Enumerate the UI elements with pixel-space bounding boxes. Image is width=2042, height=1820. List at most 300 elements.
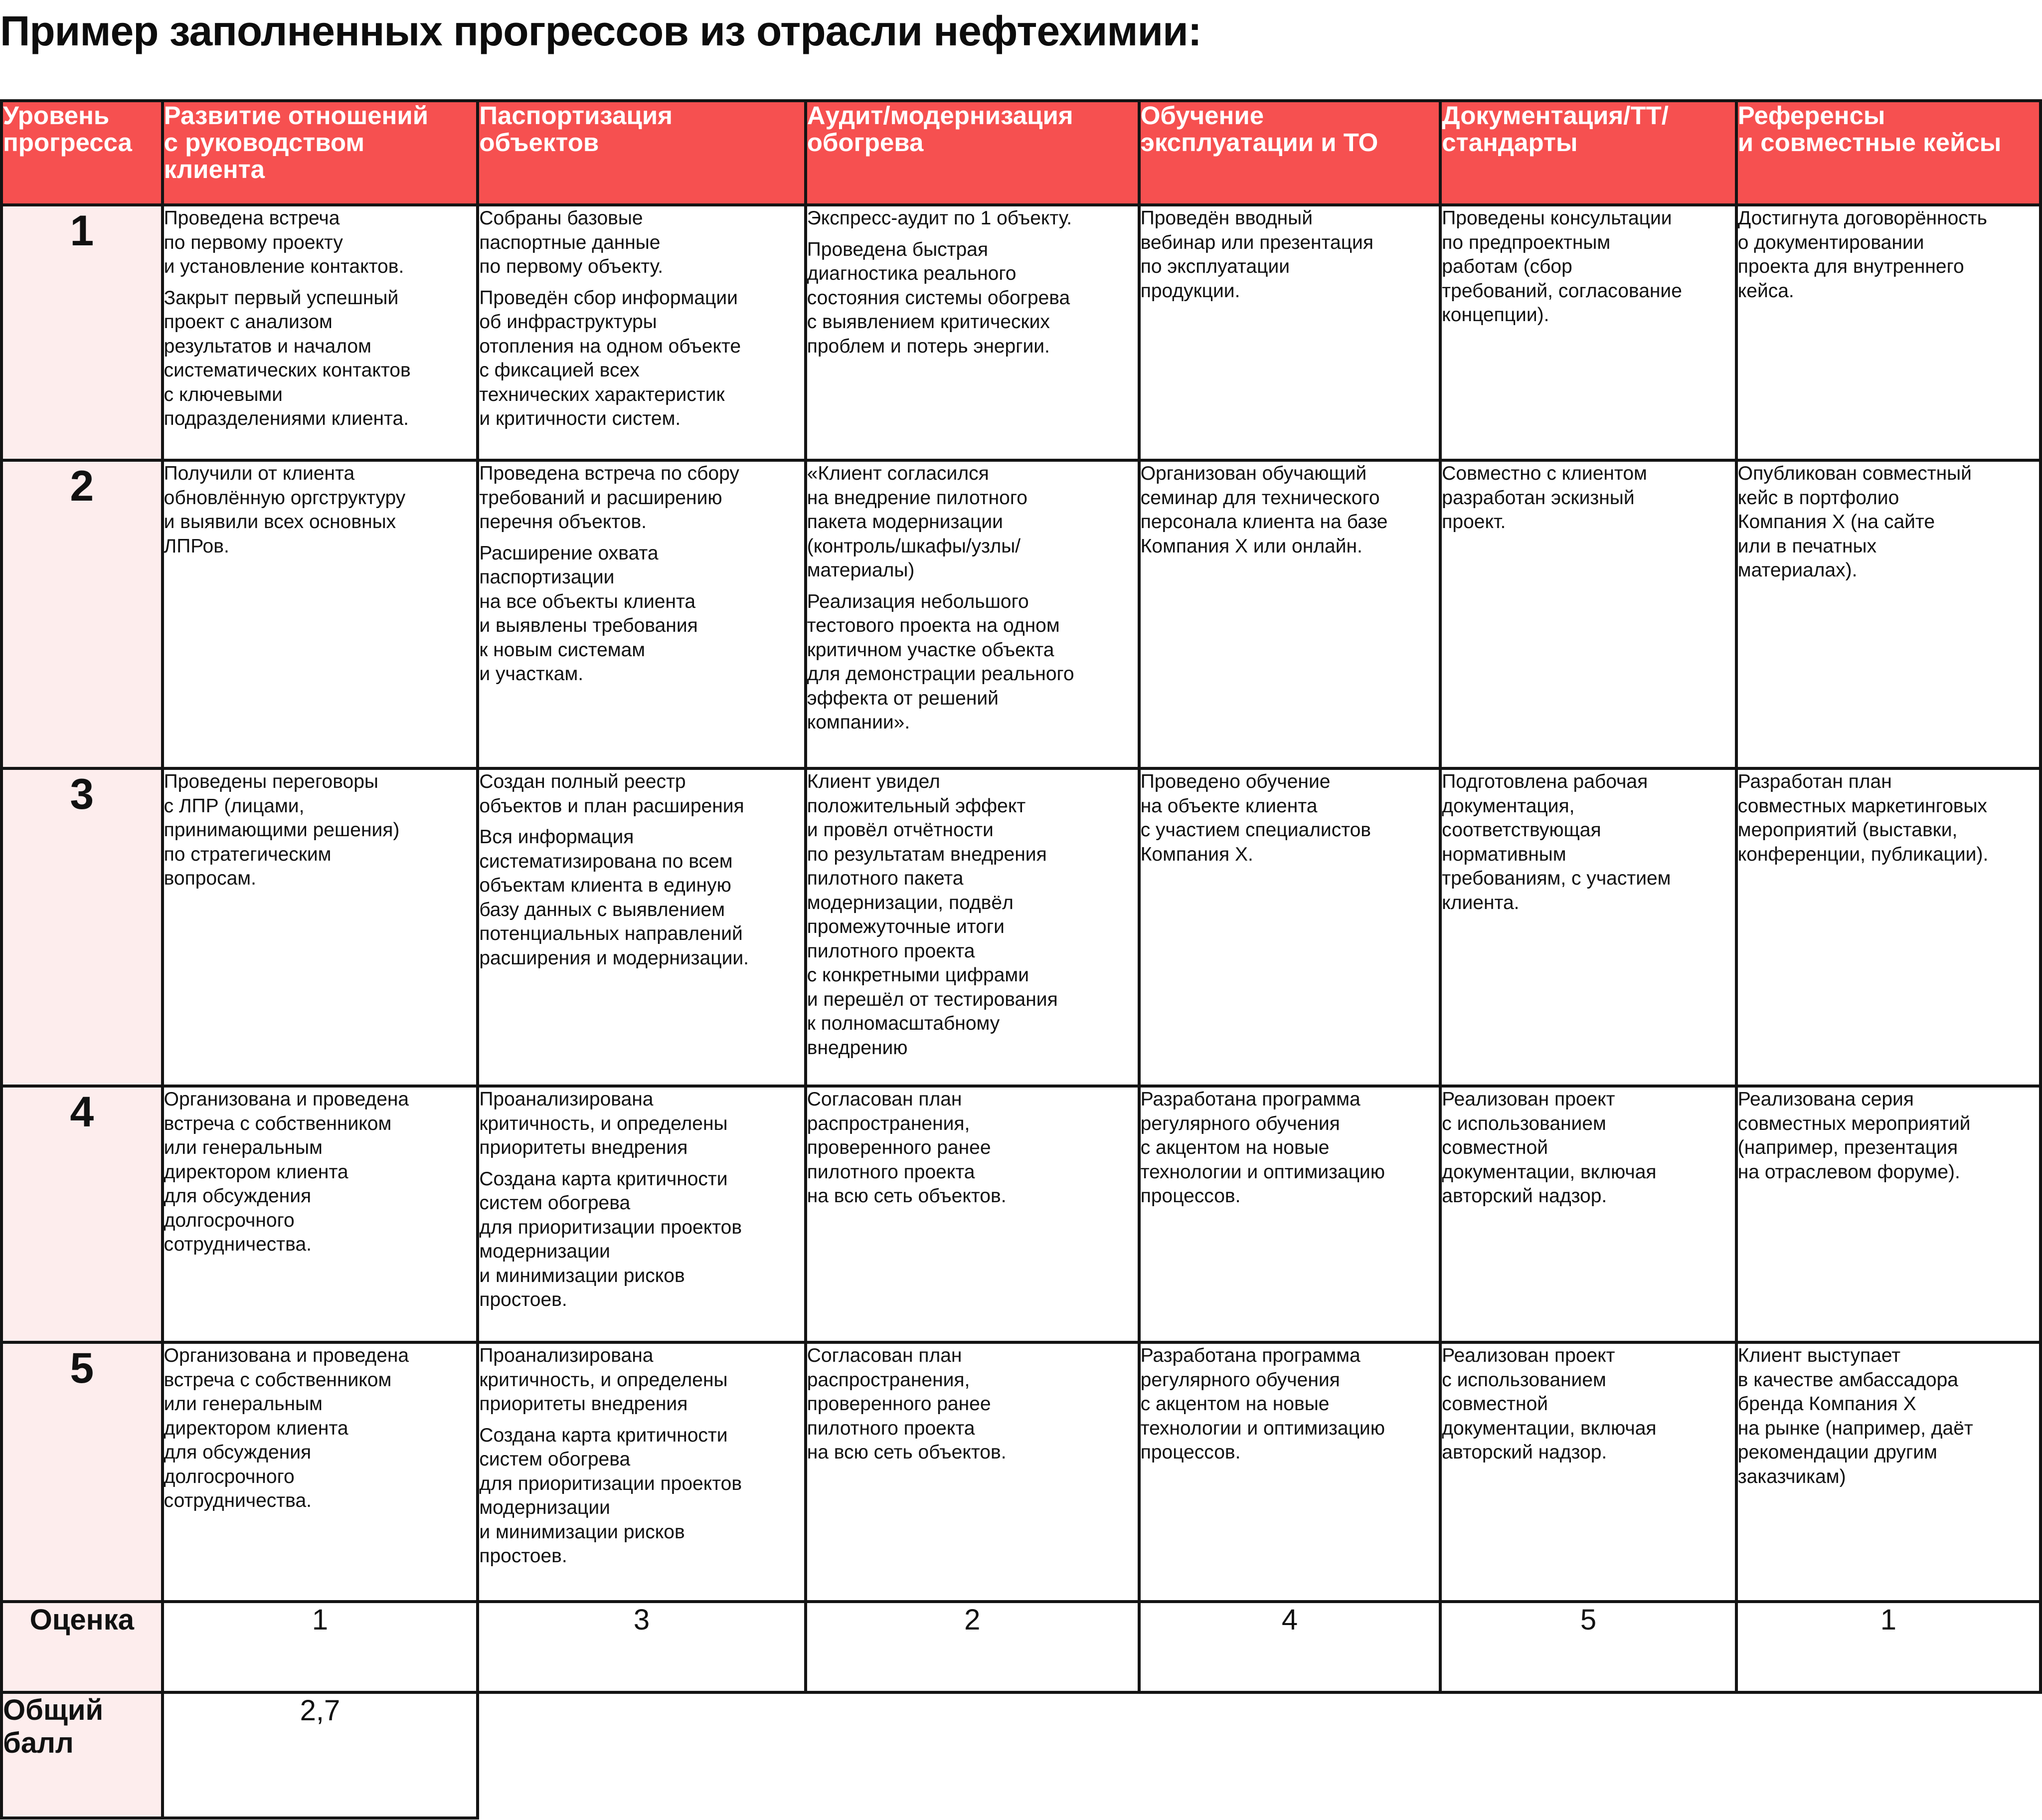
cell-paragraph-line: Проведена встреча по сбору [479,463,739,484]
cell-paragraph-line: Реализован проект [1442,1345,1615,1366]
header-references-line: и совместные кейсы [1737,128,2002,157]
cell-paragraph-line: и участкам. [479,663,584,685]
cell-paragraph-line: Создана карта критичности [479,1424,728,1446]
cell-paragraph [1141,770,1439,867]
level-number: 2 [1,460,163,768]
cell-paragraph-line: пилотного пакета [807,868,964,889]
cell-paragraph-line: совместной [1442,1137,1548,1158]
cell-paragraph-line: систем обогрева [479,1449,631,1470]
cell-paragraph-line: материалы) [807,559,915,581]
cell-paragraph-line: Проведены консультации [1442,207,1672,229]
score-relations: 1 [163,1602,478,1692]
level-number: 4 [1,1086,163,1342]
cell-paragraph [1141,1088,1439,1209]
cell-paragraph-line: пилотного проекта [807,1417,975,1439]
cell-paragraph [1738,1088,2039,1184]
cell-paragraph-line: Разработан план [1737,771,1892,792]
cell-references [1736,205,2041,460]
cell-paragraph-line: на всю сеть объектов. [807,1185,1007,1207]
score-training: 4 [1139,1602,1441,1692]
cell-relations [163,460,478,768]
cell-references [1736,460,2041,768]
cell-paragraph-line: документации, включая [1442,1161,1657,1183]
cell-paragraph-line: совместной [1442,1393,1548,1415]
cell-paragraph-line: Разработана программа [1140,1089,1361,1110]
cell-paragraph-line: на всю сеть объектов. [807,1442,1007,1463]
header-level-text [3,102,161,156]
cell-paragraph-line: и провёл отчётности [807,819,994,841]
cell-paragraph [479,542,804,687]
cell-paragraph-line: кейс в портфолио [1737,487,1899,509]
cell-paragraph-line: вопросам. [164,868,256,889]
cell-passport [478,1086,805,1342]
cell-paragraph-line: Получили от клиента [164,463,355,484]
header-docs-text [1442,102,1734,156]
cell-paragraph-line: с использованием [1442,1369,1606,1391]
header-relations-line: клиента [164,155,265,183]
cell-paragraph [807,590,1138,735]
cell-references [1736,1086,2041,1342]
cell-paragraph-line: модернизации, подвёл [807,892,1014,913]
cell-paragraph [479,286,804,431]
cell-paragraph-line: Собраны базовые [479,207,643,229]
cell-paragraph-line: с ЛПР (лицами, [164,795,305,817]
cell-paragraph-line: совместных маркетинговых [1737,795,1988,817]
cell-paragraph [1141,462,1439,558]
cell-paragraph-line: требований и расширению [479,487,722,509]
cell-passport [478,768,805,1086]
cell-paragraph-line: по предпроектным [1442,231,1611,253]
cell-paragraph-line: проблем и потерь энергии. [807,335,1050,357]
cell-paragraph-line: Проведены переговоры [164,771,378,792]
cell-paragraph-line: паспортные данные [479,231,661,253]
cell-paragraph-line: авторский надзор. [1442,1185,1607,1207]
cell-paragraph-line: Клиент увидел [807,771,940,792]
header-relations-line: Развитие отношений [164,101,429,130]
cell-paragraph-line: диагностика реального [807,263,1017,284]
cell-paragraph-line: для демонстрации реального [807,663,1074,685]
cell-paragraph-line: и минимизации рисков [479,1521,685,1543]
cell-paragraph [1141,206,1439,303]
cell-paragraph-line: паспортизации [479,566,615,588]
cell-paragraph-line: на объекте клиента [1140,795,1318,817]
cell-paragraph-line: нормативным [1442,843,1566,865]
cell-paragraph-line: Подготовлена рабочая [1442,771,1648,792]
header-training-line: эксплуатации и ТО [1140,128,1378,157]
cell-paragraph-line: с выявлением критических [807,311,1050,333]
cell-paragraph-line: продукции. [1140,280,1240,302]
total-label [1,1692,163,1818]
level-number: 5 [1,1342,163,1602]
header-relations-line: с руководством [164,128,365,157]
score-row [1,1602,2041,1692]
cell-paragraph-line: Организована и проведена [164,1345,409,1366]
cell-paragraph-line: с ключевыми [164,383,283,405]
cell-paragraph-line: долгосрочного [164,1209,295,1231]
cell-audit [806,205,1139,460]
cell-paragraph-line: или генеральным [164,1393,323,1415]
header-training-text [1141,102,1439,156]
cell-passport [478,1342,805,1602]
cell-paragraph [807,1088,1138,1209]
header-row [1,101,2041,205]
cell-paragraph-line: модернизации [479,1241,610,1262]
cell-paragraph [164,1088,477,1257]
cell-docs [1440,1342,1736,1602]
cell-paragraph-line: требований, согласование [1442,280,1682,302]
header-audit-line: Аудит/модернизация [807,101,1073,130]
cell-paragraph-line: Достигнута договорённость [1737,207,1987,229]
cell-paragraph-line: семинар для технического [1140,487,1380,509]
cell-paragraph-line: пакета модернизации [807,511,1003,533]
cell-paragraph-line: кейса. [1737,280,1794,302]
cell-paragraph-line: технологии и оптимизацию [1140,1417,1385,1439]
cell-paragraph-line: состояния системы обогрева [807,287,1070,309]
cell-paragraph [807,1344,1138,1465]
score-docs: 5 [1440,1602,1736,1692]
header-relations [163,101,478,205]
cell-paragraph-line: о документировании [1737,231,1924,253]
cell-paragraph-line: конференции, публикации). [1737,843,1989,865]
table-row [1,205,2041,460]
cell-paragraph-line: с участием специалистов [1140,819,1371,841]
cell-paragraph-line: вебинар или презентация [1140,231,1373,253]
cell-paragraph-line: критичность, и определены [479,1112,728,1134]
header-docs-line: стандарты [1442,128,1578,157]
cell-docs [1440,460,1736,768]
header-passport [478,101,805,205]
cell-paragraph-line: отопления на одном объекте [479,335,741,357]
header-passport-line: Паспортизация [479,101,673,130]
cell-paragraph-line: сотрудничества. [164,1234,312,1255]
cell-paragraph-line: или в печатных [1737,535,1877,557]
cell-paragraph-line: требованиям, с участием [1442,868,1671,889]
cell-relations [163,1342,478,1602]
cell-paragraph [164,1344,477,1513]
cell-paragraph-line: пилотного проекта [807,1161,975,1183]
cell-paragraph-line: Компания Х или онлайн. [1140,535,1362,557]
cell-paragraph-line: Совместно с клиентом [1442,463,1647,484]
cell-paragraph [479,770,804,818]
header-audit [806,101,1139,205]
cell-paragraph-line: базу данных с выявлением [479,899,725,920]
cell-paragraph-line: простоев. [479,1289,567,1310]
cell-paragraph-line: технических характеристик [479,383,725,405]
total-label-line: Общий [3,1694,104,1726]
cell-paragraph-line: простоев. [479,1545,567,1567]
cell-paragraph-line: к новым системам [479,639,646,661]
cell-paragraph-line: и минимизации рисков [479,1265,685,1286]
cell-paragraph-line: клиента. [1442,892,1520,913]
cell-paragraph-line: на все объекты клиента [479,590,696,612]
cell-paragraph-line: эффекта от решений [807,687,999,709]
cell-paragraph-line: для приоритизации проектов [479,1216,742,1238]
cell-paragraph-line: для приоритизации проектов [479,1472,742,1494]
cell-paragraph-line: и критичности систем. [479,408,681,429]
cell-paragraph-line: материалах). [1737,559,1858,581]
cell-paragraph-line: встреча с собственником [164,1112,392,1134]
cell-paragraph [1738,462,2039,583]
cell-paragraph-line: рекомендации другим [1737,1442,1937,1463]
cell-paragraph [479,1088,804,1160]
cell-paragraph-line: процессов. [1140,1442,1241,1463]
cell-paragraph-line: авторский надзор. [1442,1442,1607,1463]
cell-paragraph-line: Расширение охвата [479,542,659,564]
cell-paragraph-line: Компания Х (на сайте [1737,511,1935,533]
cell-paragraph-line: документации, включая [1442,1417,1657,1439]
level-number: 3 [1,768,163,1086]
cell-training [1139,1342,1441,1602]
cell-paragraph-line: по эксплуатации [1140,256,1290,277]
cell-paragraph-line: для обсуждения [164,1185,312,1207]
cell-docs [1440,1086,1736,1342]
cell-paragraph-line: и установление контактов. [164,256,404,277]
cell-paragraph-line: (например, презентация [1737,1137,1958,1158]
cell-training [1139,768,1441,1086]
cell-paragraph-line: внедрению [807,1037,908,1059]
cell-passport [478,205,805,460]
cell-paragraph-line: систематических контактов [164,360,411,381]
cell-paragraph-line: Проанализирована [479,1345,654,1366]
header-audit-line: обогрева [807,128,924,157]
header-passport-text [479,102,804,156]
cell-paragraph-line: расширения и модернизации. [479,947,749,969]
cell-paragraph-line: Реализован проект [1442,1089,1615,1110]
header-references [1736,101,2041,205]
cell-paragraph-line: обновлённую оргструктуру [164,487,406,509]
progress-table [0,99,2042,1820]
table-row [1,1342,2041,1602]
cell-paragraph-line: ЛПРов. [164,535,229,557]
cell-paragraph-line: модернизации [479,1497,610,1518]
cell-audit [806,460,1139,768]
cell-references [1736,768,2041,1086]
cell-paragraph-line: об инфраструктуры [479,311,657,333]
header-training-line: Обучение [1140,101,1264,130]
cell-paragraph-line: результатов и началом [164,335,371,357]
header-references-line: Референсы [1737,101,1885,130]
cell-paragraph-line: Опубликован совместный [1737,463,1972,484]
cell-paragraph-line: с акцентом на новые [1140,1393,1330,1415]
header-docs-line: Документация/ТТ/ [1442,101,1669,130]
cell-paragraph-line: к полномасштабному [807,1013,1000,1034]
cell-paragraph [1738,770,2039,867]
cell-paragraph [164,462,477,558]
cell-paragraph-line: Реализация небольшого [807,590,1029,612]
cell-paragraph-line: промежуточные итоги [807,916,1005,937]
cell-paragraph [479,1344,804,1417]
table-row [1,460,2041,768]
header-relations-text [164,102,477,183]
cell-paragraph-line: объектов и план расширения [479,795,744,817]
total-label-line: балл [3,1727,74,1759]
cell-paragraph-line: Проведён вводный [1140,207,1313,229]
cell-paragraph [479,1167,804,1312]
cell-paragraph-line: и выявлены требования [479,615,698,636]
cell-training [1139,205,1441,460]
cell-paragraph-line: Проведена встреча [164,207,340,229]
cell-paragraph-line: или генеральным [164,1137,323,1158]
cell-docs [1440,205,1736,460]
cell-paragraph-line: Проведён сбор информации [479,287,738,309]
cell-paragraph-line: по результатам внедрения [807,843,1047,865]
cell-paragraph-line: встреча с собственником [164,1369,392,1391]
cell-paragraph [1442,1088,1734,1209]
cell-paragraph-line: по первому проекту [164,231,343,253]
cell-paragraph-line: тестового проекта на одном [807,615,1060,636]
header-level-line: прогресса [3,128,132,157]
cell-paragraph-line: технологии и оптимизацию [1140,1161,1385,1183]
cell-paragraph [807,238,1138,359]
cell-paragraph-line: приоритеты внедрения [479,1137,688,1158]
cell-paragraph-line: соответствующая [1442,819,1601,841]
cell-paragraph-line: долгосрочного [164,1465,295,1487]
cell-paragraph-line: Закрыт первый успешный [164,287,399,309]
cell-paragraph-line: для обсуждения [164,1442,312,1463]
page-title: Пример заполненных прогрессов из отрасли нефтехимии: [0,7,1201,54]
cell-paragraph-line: сотрудничества. [164,1490,312,1511]
cell-paragraph-line: критичном участке объекта [807,639,1054,661]
empty-space [478,1692,2041,1818]
header-docs [1440,101,1736,205]
cell-docs [1440,768,1736,1086]
cell-paragraph [1442,770,1734,915]
cell-relations [163,768,478,1086]
cell-paragraph-line: Компания Х. [1140,843,1253,865]
cell-paragraph-line: (контроль/шкафы/узлы/ [807,535,1021,557]
cell-paragraph-line: совместных мероприятий [1737,1112,1971,1134]
cell-paragraph-line: критичность, и определены [479,1369,728,1391]
cell-paragraph-line: документация, [1442,795,1575,817]
cell-paragraph-line: бренда Компания Х [1737,1393,1916,1415]
cell-paragraph-line: систем обогрева [479,1192,631,1214]
score-passport: 3 [478,1602,805,1692]
cell-references [1736,1342,2041,1602]
cell-relations [163,205,478,460]
cell-paragraph-line: Согласован план [807,1089,962,1110]
cell-training [1139,1086,1441,1342]
cell-paragraph [479,462,804,535]
cell-paragraph-line: с акцентом на новые [1140,1137,1330,1158]
cell-paragraph-line: на отраслевом форуме). [1737,1161,1960,1183]
cell-paragraph-line: Организован обучающий [1140,463,1367,484]
cell-paragraph [164,770,477,891]
cell-paragraph-line: мероприятий (выставки, [1737,819,1958,841]
cell-paragraph-line: и выявили всех основных [164,511,396,533]
cell-paragraph-line: Экспресс-аудит по 1 объекту. [807,207,1072,229]
cell-paragraph-line: процессов. [1140,1185,1241,1207]
table-row [1,768,2041,1086]
total-value: 2,7 [163,1692,478,1818]
cell-paragraph [164,206,477,279]
header-level [1,101,163,205]
header-level-line: Уровень [3,101,110,130]
cell-relations [163,1086,478,1342]
score-audit: 2 [806,1602,1139,1692]
cell-paragraph-line: проверенного ранее [807,1137,991,1158]
cell-paragraph-line: Реализована серия [1737,1089,1914,1110]
cell-paragraph-line: пилотного проекта [807,940,975,962]
cell-paragraph-line: потенциальных направлений [479,923,743,944]
cell-paragraph-line: с конкретными цифрами [807,964,1029,986]
cell-paragraph-line: концепции). [1442,304,1549,326]
header-references-text [1738,102,2039,156]
header-passport-line: объектов [479,128,599,157]
cell-paragraph-line: Создана карта критичности [479,1168,728,1190]
cell-paragraph-line: подразделениями клиента. [164,408,409,429]
cell-audit [806,1342,1139,1602]
cell-paragraph [164,286,477,431]
header-training [1139,101,1441,205]
cell-paragraph [1442,206,1734,328]
level-number: 1 [1,205,163,460]
table-row [1,1086,2041,1342]
cell-paragraph [479,206,804,279]
cell-training [1139,460,1441,768]
cell-paragraph-line: Разработана программа [1140,1345,1361,1366]
cell-paragraph-line: с использованием [1442,1112,1606,1134]
cell-paragraph-line: Проанализирована [479,1089,654,1110]
cell-paragraph-line: персонала клиента на базе [1140,511,1388,533]
cell-paragraph-line: по стратегическим [164,843,332,865]
cell-paragraph-line: регулярного обучения [1140,1112,1340,1134]
cell-paragraph [1738,1344,2039,1489]
cell-paragraph-line: директором клиента [164,1161,348,1183]
cell-audit [806,768,1139,1086]
cell-paragraph [807,206,1138,231]
header-audit-text [807,102,1138,156]
cell-paragraph-line: «Клиент согласился [807,463,989,484]
cell-paragraph-line: Клиент выступает [1737,1345,1901,1366]
cell-paragraph-line: заказчикам) [1737,1465,1846,1487]
cell-paragraph-line: Вся информация [479,826,634,848]
cell-paragraph-line: на рынке (например, даёт [1737,1417,1973,1439]
cell-paragraph [479,1424,804,1569]
cell-paragraph-line: принимающими решения) [164,819,400,841]
cell-paragraph [807,462,1138,583]
cell-paragraph-line: Проведена быстрая [807,238,988,260]
total-row [1,1692,2041,1818]
cell-paragraph-line: положительный эффект [807,795,1026,817]
cell-paragraph-line: проверенного ранее [807,1393,991,1415]
cell-paragraph-line: систематизирована по всем [479,850,733,872]
cell-paragraph-line: в качестве амбассадора [1737,1369,1958,1391]
cell-paragraph-line: регулярного обучения [1140,1369,1340,1391]
cell-paragraph [1738,206,2039,303]
cell-paragraph [1442,462,1734,535]
cell-paragraph-line: распространения, [807,1112,970,1134]
cell-paragraph-line: с фиксацией всех [479,360,640,381]
cell-paragraph-line: приоритеты внедрения [479,1393,688,1415]
cell-paragraph-line: и перешёл от тестирования [807,988,1058,1010]
cell-paragraph-line: работам (сбор [1442,256,1572,277]
cell-paragraph-line: перечня объектов. [479,511,647,533]
cell-audit [806,1086,1139,1342]
cell-paragraph [1442,1344,1734,1465]
cell-paragraph-line: Согласован план [807,1345,962,1366]
cell-passport [478,460,805,768]
score-label: Оценка [1,1602,163,1692]
cell-paragraph-line: объектам клиента в единую [479,875,731,896]
cell-paragraph-line: Проведено обучение [1140,771,1331,792]
cell-paragraph [1141,1344,1439,1465]
cell-paragraph-line: Организована и проведена [164,1089,409,1110]
cell-paragraph-line: разработан эскизный [1442,487,1635,509]
cell-paragraph-line: на внедрение пилотного [807,487,1027,509]
cell-paragraph [479,825,804,970]
cell-paragraph-line: проект. [1442,511,1506,533]
cell-paragraph-line: по первому объекту. [479,256,664,277]
